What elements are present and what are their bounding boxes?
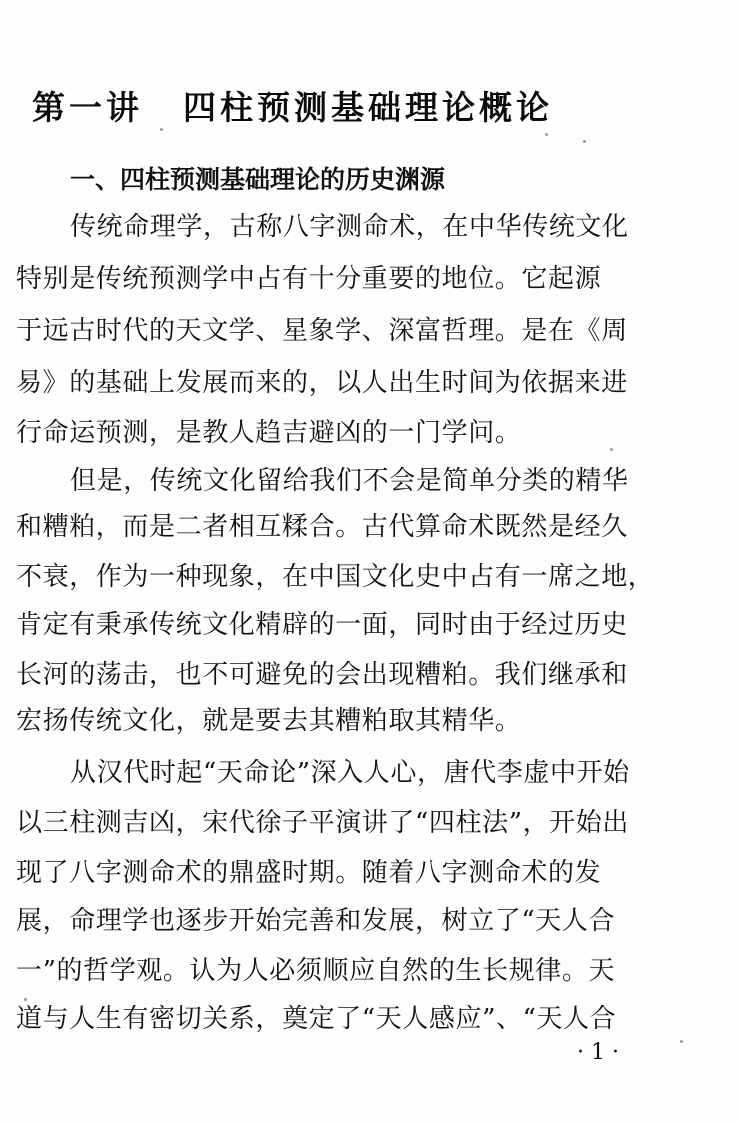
paragraph-line: 于远古时代的天文学、星象学、深富哲理。是在《周 bbox=[16, 316, 628, 346]
paragraph-line: 和糟粕，而是二者相互糅合。古代算命术既然是经久 bbox=[16, 512, 628, 542]
paragraph-line: 现了八字测命术的鼎盛时期。随着八字测命术的发 bbox=[16, 858, 602, 888]
chapter-title bbox=[32, 82, 672, 129]
scan-speck bbox=[583, 140, 586, 143]
scan-speck bbox=[24, 998, 27, 1001]
chapter-name: 四柱预测基础理论概论 bbox=[183, 88, 553, 127]
paragraph-line: 但是，传统文化留给我们不会是简单分类的精华 bbox=[70, 466, 629, 496]
paragraph-line: 不衰，作为一种现象，在中国文化史中占有一席之地， bbox=[16, 562, 655, 592]
paragraph-line: 宏扬传统文化，就是要去其糟粕取其精华。 bbox=[16, 706, 522, 736]
paragraph-line: 道与人生有密切关系，奠定了“天人感应”、“天人合 bbox=[16, 1004, 617, 1034]
paragraph-line: 特别是传统预测学中占有十分重要的地位。它起源 bbox=[16, 264, 602, 294]
paragraph-line: 易》的基础上发展而来的，以人出生时间为依据来进 bbox=[16, 368, 628, 398]
scan-speck bbox=[680, 1040, 683, 1043]
paragraph-line: 长河的荡击，也不可避免的会出现糟粕。我们继承和 bbox=[16, 660, 628, 690]
scan-speck bbox=[160, 128, 163, 131]
paragraph-line: 展，命理学也逐步开始完善和发展，树立了“天人合 bbox=[16, 906, 616, 936]
chapter-number: 第一讲 bbox=[32, 88, 143, 127]
section-heading: 一、四柱预测基础理论的历史渊源 bbox=[70, 165, 446, 194]
scan-speck bbox=[545, 133, 548, 136]
scan-speck bbox=[610, 448, 613, 451]
paragraph-line: 行命运预测，是教人趋吉避凶的一门学问。 bbox=[16, 418, 522, 448]
page-number: · 1 · bbox=[577, 1040, 619, 1065]
paragraph-line: 传统命理学，古称八字测命术，在中华传统文化 bbox=[70, 212, 629, 242]
paragraph-line: 从汉代时起“天命论”深入人心，唐代李虚中开始 bbox=[70, 758, 630, 788]
paragraph-line: 肯定有秉承传统文化精辟的一面，同时由于经过历史 bbox=[16, 610, 628, 640]
paragraph-line: 一”的哲学观。认为人必须顺应自然的生长规律。天 bbox=[16, 956, 616, 986]
paragraph-line: 以三柱测吉凶，宋代徐子平演讲了“四柱法”，开始出 bbox=[16, 808, 629, 838]
